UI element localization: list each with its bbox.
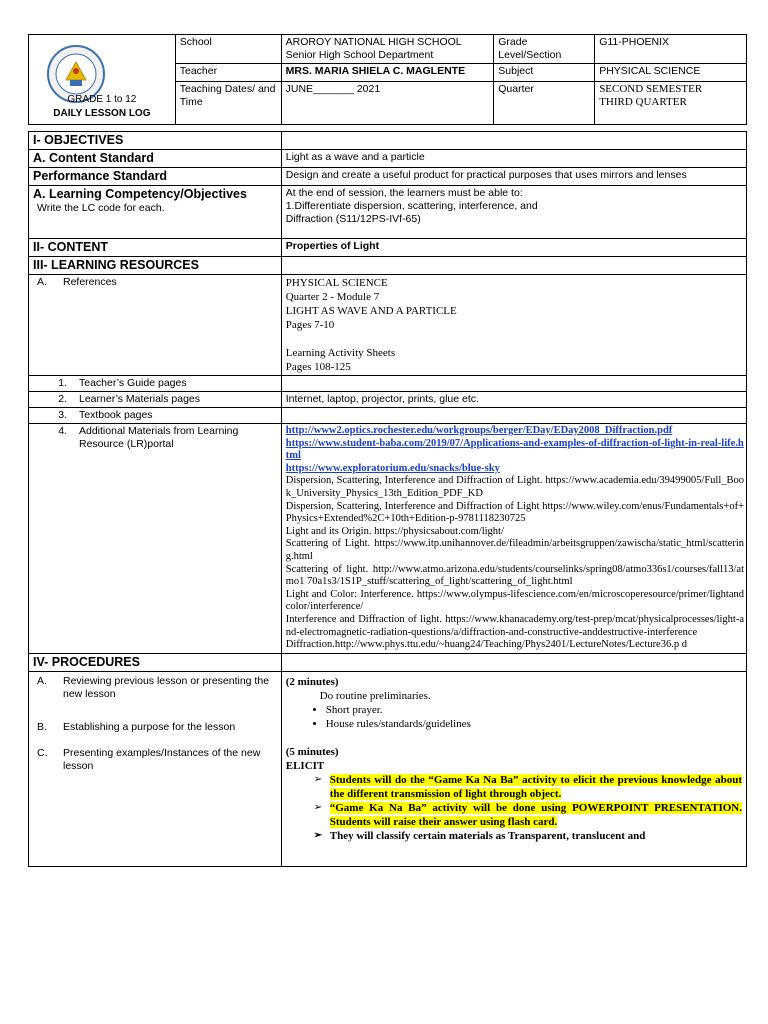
item-value	[281, 408, 746, 424]
references-list	[281, 275, 746, 376]
elicit-list	[286, 773, 742, 843]
dates-value: JUNE_______ 2021	[281, 82, 494, 125]
list-item: ➢ They will classify certain materials as Transparent, translucent and	[330, 829, 742, 843]
ref-line: PHYSICAL SCIENCE	[285, 277, 388, 289]
preliminaries-text: Do routine preliminaries.	[319, 689, 431, 702]
lc-line-2: 1.Differentiate dispersion, scattering, interference, and	[285, 200, 538, 212]
quarter-value	[595, 82, 747, 125]
content-value: Properties of Light	[281, 239, 746, 257]
preliminaries-list	[286, 703, 742, 731]
school-info	[281, 35, 494, 64]
references-cell	[29, 275, 282, 376]
log-title: DAILY LESSON LOG	[53, 108, 151, 119]
item-value	[281, 376, 746, 392]
content-standard-value: Light as a wave and a particle	[281, 150, 746, 168]
list-item	[330, 773, 742, 801]
subject-value: PHYSICAL SCIENCE	[595, 64, 747, 82]
item-label: Teacher’s Guide pages	[79, 377, 187, 389]
resource-item-teachers-guide	[29, 376, 282, 392]
grade-value: G11-PHOENIX	[595, 35, 747, 64]
resources-title: III- LEARNING RESOURCES	[29, 257, 282, 275]
list-item: • Short prayer.	[326, 703, 742, 717]
resource-item-learners-materials	[29, 392, 282, 408]
resource-item-additional	[29, 424, 282, 654]
step-label: Reviewing previous lesson or presenting the new lesson	[63, 674, 270, 700]
teacher-name: MRS. MARIA SHIELA C. MAGLENTE	[281, 64, 494, 82]
objectives-empty	[281, 132, 746, 150]
step-label: Establishing a purpose for the lesson	[63, 720, 236, 733]
procedures-empty	[281, 653, 746, 671]
item-label: Textbook pages	[79, 409, 153, 421]
lc-label: A. Learning Competency/Objectives	[33, 187, 247, 201]
item-label: Learner’s Materials pages	[79, 393, 201, 405]
lc-cell	[29, 186, 282, 239]
lesson-table	[28, 131, 747, 867]
lc-line-3: Diffraction (S11/12PS-IVf-65)	[285, 213, 421, 225]
ref-line: LIGHT AS WAVE AND A PARTICLE	[285, 305, 457, 317]
item-value: Internet, laptop, projector, prints, glue etc.	[281, 392, 746, 408]
ref-spacer	[286, 332, 742, 346]
teacher-label: Teacher	[175, 64, 281, 82]
procedures-title: IV- PROCEDURES	[29, 653, 282, 671]
quarter-quarter: THIRD QUARTER	[599, 96, 687, 108]
reference-text: Interference and Diffraction of light. https://www.khanacademy.org/test-prep/mcat/physicalprocesses/light-and-electromagnetic-radiation-questions/a/diffraction-and-constructive-anddestructive-interference	[285, 613, 744, 638]
school-label: School	[175, 35, 281, 64]
highlighted-text: “Game Ka Na Ba” activity will be done using POWERPOINT PRESENTATION. Students will raise their answer using flash card.	[329, 801, 742, 828]
reference-link[interactable]: https://www.exploratorium.edu/snacks/blue-sky	[285, 462, 500, 474]
procedure-activities	[281, 671, 746, 866]
school-name: AROROY NATIONAL HIGH SCHOOL	[285, 36, 462, 48]
ref-line: Quarter 2 - Module 7	[285, 291, 380, 303]
reference-text: Light and Color: Interference. https://www.olympus-lifescience.com/en/microscoperesource/primer/lightandcolor/interference/	[285, 588, 744, 613]
references-label: References	[63, 276, 117, 288]
item-number: 4.	[58, 425, 67, 437]
reference-text: Light and its Origin. https://physicsabout.com/light/	[285, 525, 504, 537]
procedure-step	[33, 675, 277, 721]
performance-label: Performance Standard	[29, 168, 282, 186]
list-item	[330, 801, 742, 829]
ref-line: Learning Activity Sheets	[285, 347, 396, 359]
content-title: II- CONTENT	[29, 239, 282, 257]
references-marker: A.	[37, 276, 47, 288]
dates-label: Teaching Dates/ and Time	[175, 82, 281, 125]
procedure-step	[33, 747, 277, 773]
item-number: 3.	[58, 409, 67, 421]
performance-value: Design and create a useful product for practical purposes that uses mirrors and lenses	[281, 168, 746, 186]
reference-text: Dispersion, Scattering, Interference and Diffraction of Light. https://www.academia.edu/39499005/Full_Book_University_Physics_13th_Edition_PDF_KD	[285, 475, 744, 499]
step-label: Presenting examples/Instances of the new lesson	[63, 746, 261, 772]
objectives-title: I- OBJECTIVES	[29, 132, 282, 150]
step-marker: A.	[37, 674, 47, 687]
content-standard-label: A. Content Standard	[29, 150, 282, 168]
step-marker: C.	[37, 746, 48, 759]
elicit-heading: ELICIT	[285, 759, 325, 772]
reference-link[interactable]: http://www2.optics.rochester.edu/workgroups/berger/EDay/EDay2008_Diffraction.pdf	[285, 425, 673, 436]
grade-label: Grade Level/Section	[494, 35, 595, 64]
ref-line: Pages 7-10	[285, 319, 335, 331]
ref-line: Pages 108-125	[285, 361, 351, 373]
resource-item-textbook	[29, 408, 282, 424]
procedure-steps	[29, 671, 282, 866]
item-number: 2.	[58, 393, 67, 405]
lc-value	[281, 186, 746, 239]
quarter-semester: SECOND SEMESTER	[599, 83, 703, 95]
reference-text: Diffraction.http://www.phys.ttu.edu/~huang24/Teaching/Phys2401/LectureNotes/Lecture36.p d	[285, 639, 687, 651]
list-item: • House rules/standards/guidelines	[326, 717, 742, 731]
step-marker: B.	[37, 720, 47, 733]
subject-label: Subject	[494, 64, 595, 82]
item-label: Additional Materials from Learning Resource (LR)portal	[79, 425, 239, 450]
item-number: 1.	[58, 377, 67, 389]
resources-empty	[281, 257, 746, 275]
reference-text: Dispersion, Scattering, Interference and Diffraction of Light https://www.wiley.com/enus/Fundamentals+of+Physics+Extended%2C+10th+Edition-p-9781118230725	[285, 500, 744, 525]
school-dept: Senior High School Department	[285, 49, 434, 61]
reference-text: Scattering of Light. https://www.itp.unihannover.de/fileadmin/arbeitsgruppen/zawischa/static_html/scattering.html	[285, 538, 744, 562]
header-table	[28, 34, 747, 125]
procedure-step	[33, 721, 277, 747]
lc-line-1: At the end of session, the learners must be able to:	[285, 187, 523, 199]
highlighted-text: Students will do the “Game Ka Na Ba” activity to elicit the previous knowledge about the different transmission of light through object.	[329, 773, 742, 800]
reference-text: Scattering of light. http://www.atmo.arizona.edu/students/courselinks/spring08/atmo336s1/courses/fall13/atmo1 70a1s3/1S1P_stuff/scattering_of_light/scattering_of_light.html	[285, 563, 744, 588]
header-logo-cell	[29, 35, 176, 125]
time-allotment: (5 minutes)	[285, 745, 339, 758]
grade-range: GRADE 1 to 12	[67, 94, 137, 105]
additional-materials-list	[281, 424, 746, 654]
time-allotment: (2 minutes)	[285, 675, 339, 688]
lc-note: Write the LC code for each.	[37, 202, 165, 214]
reference-link[interactable]: https://www.student-baba.com/2019/07/Applications-and-examples-of-diffraction-of-light-in-real-life.html	[285, 437, 744, 462]
quarter-label: Quarter	[494, 82, 595, 125]
